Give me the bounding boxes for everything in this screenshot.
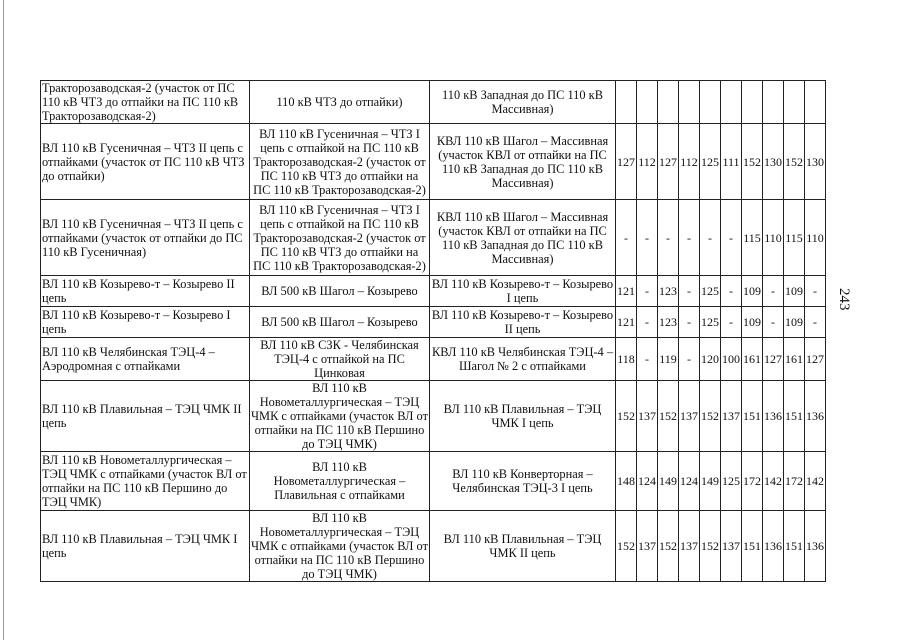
value-cell: 151 xyxy=(742,511,763,582)
value-cell: 137 xyxy=(637,381,658,452)
value-cell: 151 xyxy=(784,511,805,582)
table-row xyxy=(41,452,826,511)
element-name-cell: ВЛ 110 кВ Плавильная – ТЭЦ ЧМК II цепь xyxy=(41,381,250,452)
value-cell: 100 xyxy=(721,338,742,381)
value-cell: - xyxy=(721,200,742,276)
value-cell: - xyxy=(805,276,826,307)
value-cell: 137 xyxy=(721,511,742,582)
value-cell: 142 xyxy=(763,452,784,511)
value-cell: 109 xyxy=(742,276,763,307)
value-cell: 125 xyxy=(700,276,721,307)
value-cell: 136 xyxy=(763,381,784,452)
value-cell: 149 xyxy=(700,452,721,511)
value-cell: - xyxy=(700,200,721,276)
value-cell: 119 xyxy=(658,338,679,381)
value-cell: - xyxy=(721,307,742,338)
value-cell: - xyxy=(637,276,658,307)
value-cell: 152 xyxy=(700,511,721,582)
element-name-cell: ВЛ 110 кВ Козырево-т – Козырево I цепь xyxy=(41,307,250,338)
value-cell: 137 xyxy=(679,381,700,452)
disconnected-element-cell: ВЛ 110 кВ Новометаллургическая – ТЭЦ ЧМК с отпайками (участок ВЛ от отпайки на ПС 110 кВ Першино до ТЭЦ ЧМК) xyxy=(251,381,428,451)
value-cell: 111 xyxy=(721,124,742,200)
value-cell: 124 xyxy=(679,452,700,511)
table-row xyxy=(41,276,826,307)
table-row xyxy=(41,81,826,124)
page-number: 243 xyxy=(836,288,852,311)
repair-element-cell: ВЛ 110 кВ Плавильная – ТЭЦ ЧМК II цепь xyxy=(430,511,616,582)
value-cell: 127 xyxy=(658,124,679,200)
value-cell: 127 xyxy=(805,338,826,381)
value-cell: - xyxy=(763,307,784,338)
table-row xyxy=(41,200,826,276)
value-cell: 115 xyxy=(784,200,805,276)
value-cell: 124 xyxy=(637,452,658,511)
value-cell: 127 xyxy=(616,124,637,200)
value-cell: - xyxy=(763,276,784,307)
value-cell: 112 xyxy=(679,124,700,200)
value-cell: 109 xyxy=(742,307,763,338)
value-cell: 149 xyxy=(658,452,679,511)
value-cell: 151 xyxy=(742,381,763,452)
value-cell xyxy=(679,81,700,124)
value-cell: 123 xyxy=(658,307,679,338)
value-cell: 152 xyxy=(742,124,763,200)
value-cell: 152 xyxy=(616,511,637,582)
value-cell: 115 xyxy=(742,200,763,276)
value-cell: 151 xyxy=(784,381,805,452)
value-cell: 110 xyxy=(763,200,784,276)
value-cell: 125 xyxy=(700,307,721,338)
disconnected-element-cell: 110 кВ ЧТЗ до отпайки) xyxy=(250,81,430,124)
value-cell: 148 xyxy=(616,452,637,511)
element-name-cell: ВЛ 110 кВ Плавильная – ТЭЦ ЧМК I цепь xyxy=(41,511,250,582)
value-cell: 152 xyxy=(700,381,721,452)
value-cell: 161 xyxy=(784,338,805,381)
disconnected-element-cell: ВЛ 110 кВ Новометаллургическая – Плавильная с отпайками xyxy=(250,452,430,511)
value-cell: 130 xyxy=(763,124,784,200)
left-margin-rule xyxy=(3,0,4,640)
repair-element-cell: ВЛ 110 кВ Конверторная – Челябинская ТЭЦ-3 I цепь xyxy=(430,452,616,511)
value-cell xyxy=(616,81,637,124)
value-cell: - xyxy=(679,307,700,338)
value-cell: 136 xyxy=(805,511,826,582)
value-cell: - xyxy=(616,200,637,276)
value-cell: 127 xyxy=(763,338,784,381)
value-cell: 172 xyxy=(742,452,763,511)
network-limits-table xyxy=(40,80,826,582)
value-cell: - xyxy=(679,276,700,307)
value-cell: - xyxy=(679,338,700,381)
value-cell xyxy=(637,81,658,124)
value-cell: - xyxy=(637,338,658,381)
element-name-cell: ВЛ 110 кВ Козырево-т – Козырево II цепь xyxy=(41,276,250,307)
value-cell xyxy=(700,81,721,124)
value-cell: 161 xyxy=(742,338,763,381)
repair-element-cell: КВЛ 110 кВ Шагол – Массивная (участок КВЛ от отпайки на ПС 110 кВ Западная до ПС 110 кВ Массивная) xyxy=(430,200,616,276)
value-cell: 121 xyxy=(616,276,637,307)
element-name-cell: ВЛ 110 кВ Гусеничная – ЧТЗ II цепь с отпайками (участок от отпайки до ПС 110 кВ Гусеничная) xyxy=(41,200,250,276)
value-cell: 152 xyxy=(658,381,679,452)
value-cell: 152 xyxy=(616,381,637,452)
repair-element-cell: 110 кВ Западная до ПС 110 кВ Массивная) xyxy=(430,81,616,124)
element-name-cell: ВЛ 110 кВ Гусеничная – ЧТЗ II цепь с отпайками (участок от ПС 110 кВ ЧТЗ до отпайки) xyxy=(41,124,250,200)
disconnected-element-cell: ВЛ 500 кВ Шагол – Козырево xyxy=(250,307,430,338)
disconnected-element-cell: ВЛ 110 кВ СЗК - Челябинская ТЭЦ-4 с отпайкой на ПС Цинковая xyxy=(250,338,430,381)
value-cell: 137 xyxy=(637,511,658,582)
table-row xyxy=(41,338,826,381)
table-row xyxy=(41,307,826,338)
element-name-cell: Тракторозаводская-2 (участок от ПС 110 кВ ЧТЗ до отпайки на ПС 110 кВ Тракторозаводская-2) xyxy=(41,81,250,124)
element-name-cell: ВЛ 110 кВ Челябинская ТЭЦ-4 – Аэродромная с отпайками xyxy=(41,338,250,381)
repair-element-cell: ВЛ 110 кВ Плавильная – ТЭЦ ЧМК I цепь xyxy=(430,381,616,452)
value-cell: 142 xyxy=(805,452,826,511)
value-cell: 109 xyxy=(784,276,805,307)
value-cell: 110 xyxy=(805,200,826,276)
repair-element-cell: ВЛ 110 кВ Козырево-т – Козырево I цепь xyxy=(430,276,616,307)
value-cell: 123 xyxy=(658,276,679,307)
table-row xyxy=(41,381,826,452)
value-cell: 172 xyxy=(784,452,805,511)
repair-element-cell: ВЛ 110 кВ Козырево-т – Козырево II цепь xyxy=(430,307,616,338)
value-cell: 136 xyxy=(763,511,784,582)
disconnected-element-cell: ВЛ 110 кВ Новометаллургическая – ТЭЦ ЧМК с отпайками (участок ВЛ от отпайки на ПС 110 кВ Першино до ТЭЦ ЧМК) xyxy=(251,511,428,581)
repair-element-cell: КВЛ 110 кВ Шагол – Массивная (участок КВЛ от отпайки на ПС 110 кВ Западная до ПС 110 кВ Массивная) xyxy=(430,124,616,200)
value-cell: 125 xyxy=(700,124,721,200)
value-cell: 152 xyxy=(658,511,679,582)
value-cell xyxy=(658,81,679,124)
value-cell: 112 xyxy=(637,124,658,200)
table-row xyxy=(41,511,826,582)
value-cell xyxy=(763,81,784,124)
value-cell: 130 xyxy=(805,124,826,200)
value-cell: 109 xyxy=(784,307,805,338)
value-cell: 137 xyxy=(721,381,742,452)
value-cell: 118 xyxy=(616,338,637,381)
value-cell: 152 xyxy=(784,124,805,200)
element-name-cell: ВЛ 110 кВ Новометаллургическая – ТЭЦ ЧМК с отпайками (участок ВЛ от отпайки на ПС 110 кВ Першино до ТЭЦ ЧМК) xyxy=(41,452,250,511)
value-cell: - xyxy=(805,307,826,338)
value-cell: - xyxy=(679,200,700,276)
value-cell xyxy=(784,81,805,124)
value-cell: - xyxy=(637,307,658,338)
value-cell: 121 xyxy=(616,307,637,338)
table-row xyxy=(41,124,826,200)
disconnected-element-cell: ВЛ 110 кВ Гусеничная – ЧТЗ I цепь с отпайкой на ПС 110 кВ Тракторозаводская-2 (участок от ПС 110 кВ ЧТЗ до отпайки на ПС 110 кВ Тракторозаводская-2) xyxy=(250,124,430,200)
value-cell: - xyxy=(637,200,658,276)
disconnected-element-cell: ВЛ 110 кВ Гусеничная – ЧТЗ I цепь с отпайкой на ПС 110 кВ Тракторозаводская-2 (участок от ПС 110 кВ ЧТЗ до отпайки на ПС 110 кВ Тракторозаводская-2) xyxy=(250,200,430,276)
value-cell: 136 xyxy=(805,381,826,452)
disconnected-element-cell: ВЛ 500 кВ Шагол – Козырево xyxy=(250,276,430,307)
value-cell: 120 xyxy=(700,338,721,381)
repair-element-cell: КВЛ 110 кВ Челябинская ТЭЦ-4 – Шагол № 2 с отпайками xyxy=(430,338,616,381)
value-cell xyxy=(721,81,742,124)
value-cell: - xyxy=(721,276,742,307)
table-body xyxy=(41,81,826,582)
value-cell xyxy=(805,81,826,124)
value-cell: - xyxy=(658,200,679,276)
value-cell xyxy=(742,81,763,124)
value-cell: 125 xyxy=(721,452,742,511)
value-cell: 137 xyxy=(679,511,700,582)
